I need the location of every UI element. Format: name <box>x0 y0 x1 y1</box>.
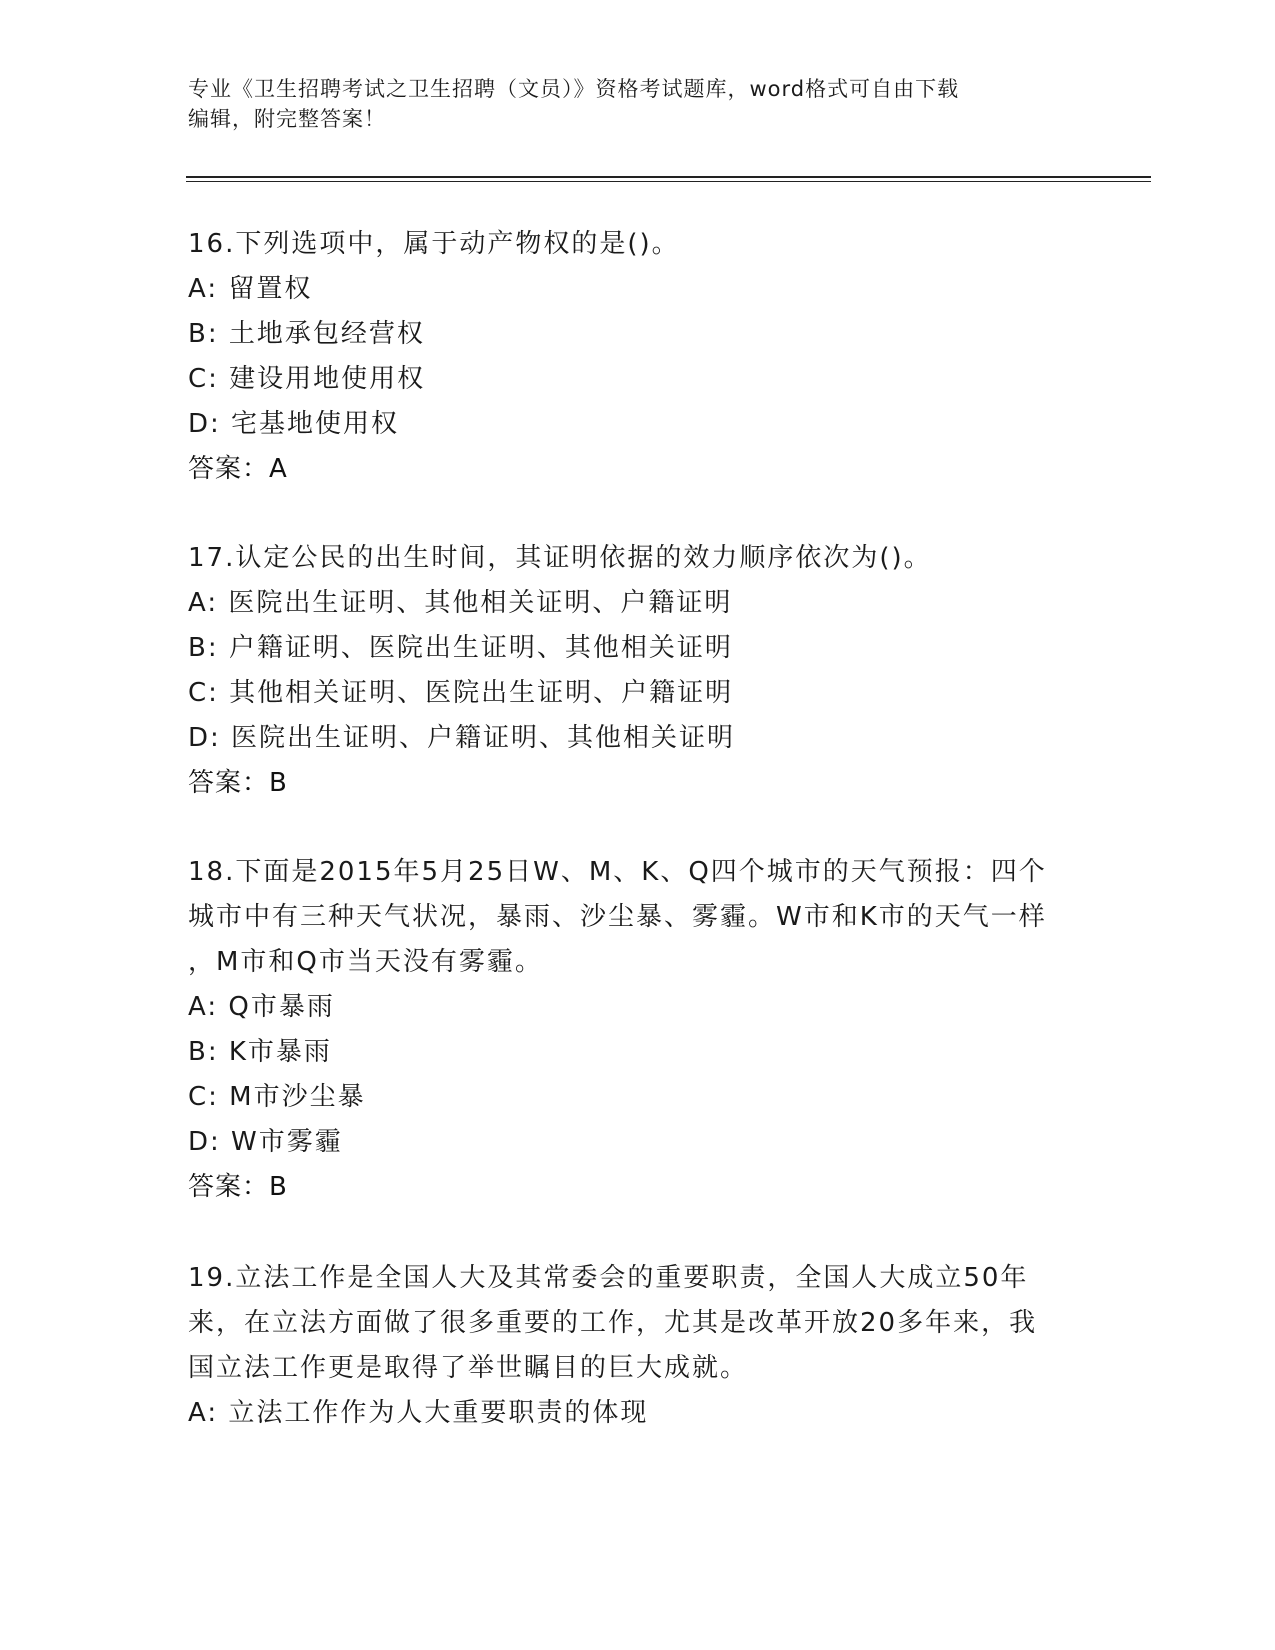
question-stem-line: 国立法工作更是取得了举世瞩目的巨大成就。 <box>188 1353 749 1383</box>
question-stem-line: 17.认定公民的出生时间，其证明依据的效力顺序依次为()。 <box>188 543 932 573</box>
option-b: B: 土地承包经营权 <box>188 319 425 349</box>
header-line-2: 编辑，附完整答案！ <box>188 107 386 131</box>
option-c: C: 建设用地使用权 <box>188 364 426 394</box>
question-stem-line: 16.下列选项中，属于动产物权的是()。 <box>188 229 680 259</box>
question-stem-line: 来，在立法方面做了很多重要的工作，尤其是改革开放20多年来，我 <box>188 1308 1038 1338</box>
question-18 <box>188 850 1088 1210</box>
option-b: B: K市暴雨 <box>188 1037 332 1067</box>
document-header <box>188 74 1088 134</box>
header-divider-thick <box>186 176 1151 178</box>
question-stem-line: ，M市和Q市当天没有雾霾。 <box>188 947 543 977</box>
answer-label: 答案：B <box>188 1172 288 1202</box>
option-d: D: W市雾霾 <box>188 1127 343 1157</box>
question-stem <box>188 850 1088 985</box>
question-stem <box>188 222 1088 267</box>
option-d: D: 医院出生证明、户籍证明、其他相关证明 <box>188 723 736 753</box>
question-19 <box>188 1256 1088 1436</box>
answer-label: 答案：B <box>188 768 288 798</box>
option-a: A: 医院出生证明、其他相关证明、户籍证明 <box>188 588 733 618</box>
option-b: B: 户籍证明、医院出生证明、其他相关证明 <box>188 633 733 663</box>
question-17 <box>188 536 1088 806</box>
question-stem <box>188 536 1088 581</box>
option-a: A: Q市暴雨 <box>188 992 335 1022</box>
header-line-1: 专业《卫生招聘考试之卫生招聘（文员）》资格考试题库，word格式可自由下载 <box>188 77 960 101</box>
option-c: C: 其他相关证明、医院出生证明、户籍证明 <box>188 678 734 708</box>
question-stem-line: 18.下面是2015年5月25日W、M、K、Q四个城市的天气预报：四个 <box>188 857 1047 887</box>
option-c: C: M市沙尘暴 <box>188 1082 366 1112</box>
answer-label: 答案：A <box>188 454 288 484</box>
question-stem-line: 城市中有三种天气状况，暴雨、沙尘暴、雾霾。W市和K市的天气一样 <box>188 902 1047 932</box>
question-stem-line: 19.立法工作是全国人大及其常委会的重要职责，全国人大成立50年 <box>188 1263 1029 1293</box>
option-a: A: 留置权 <box>188 274 313 304</box>
question-stem <box>188 1256 1088 1391</box>
option-d: D: 宅基地使用权 <box>188 409 400 439</box>
option-a: A: 立法工作作为人大重要职责的体现 <box>188 1398 649 1428</box>
header-divider-thin <box>186 181 1151 182</box>
question-16 <box>188 222 1088 492</box>
